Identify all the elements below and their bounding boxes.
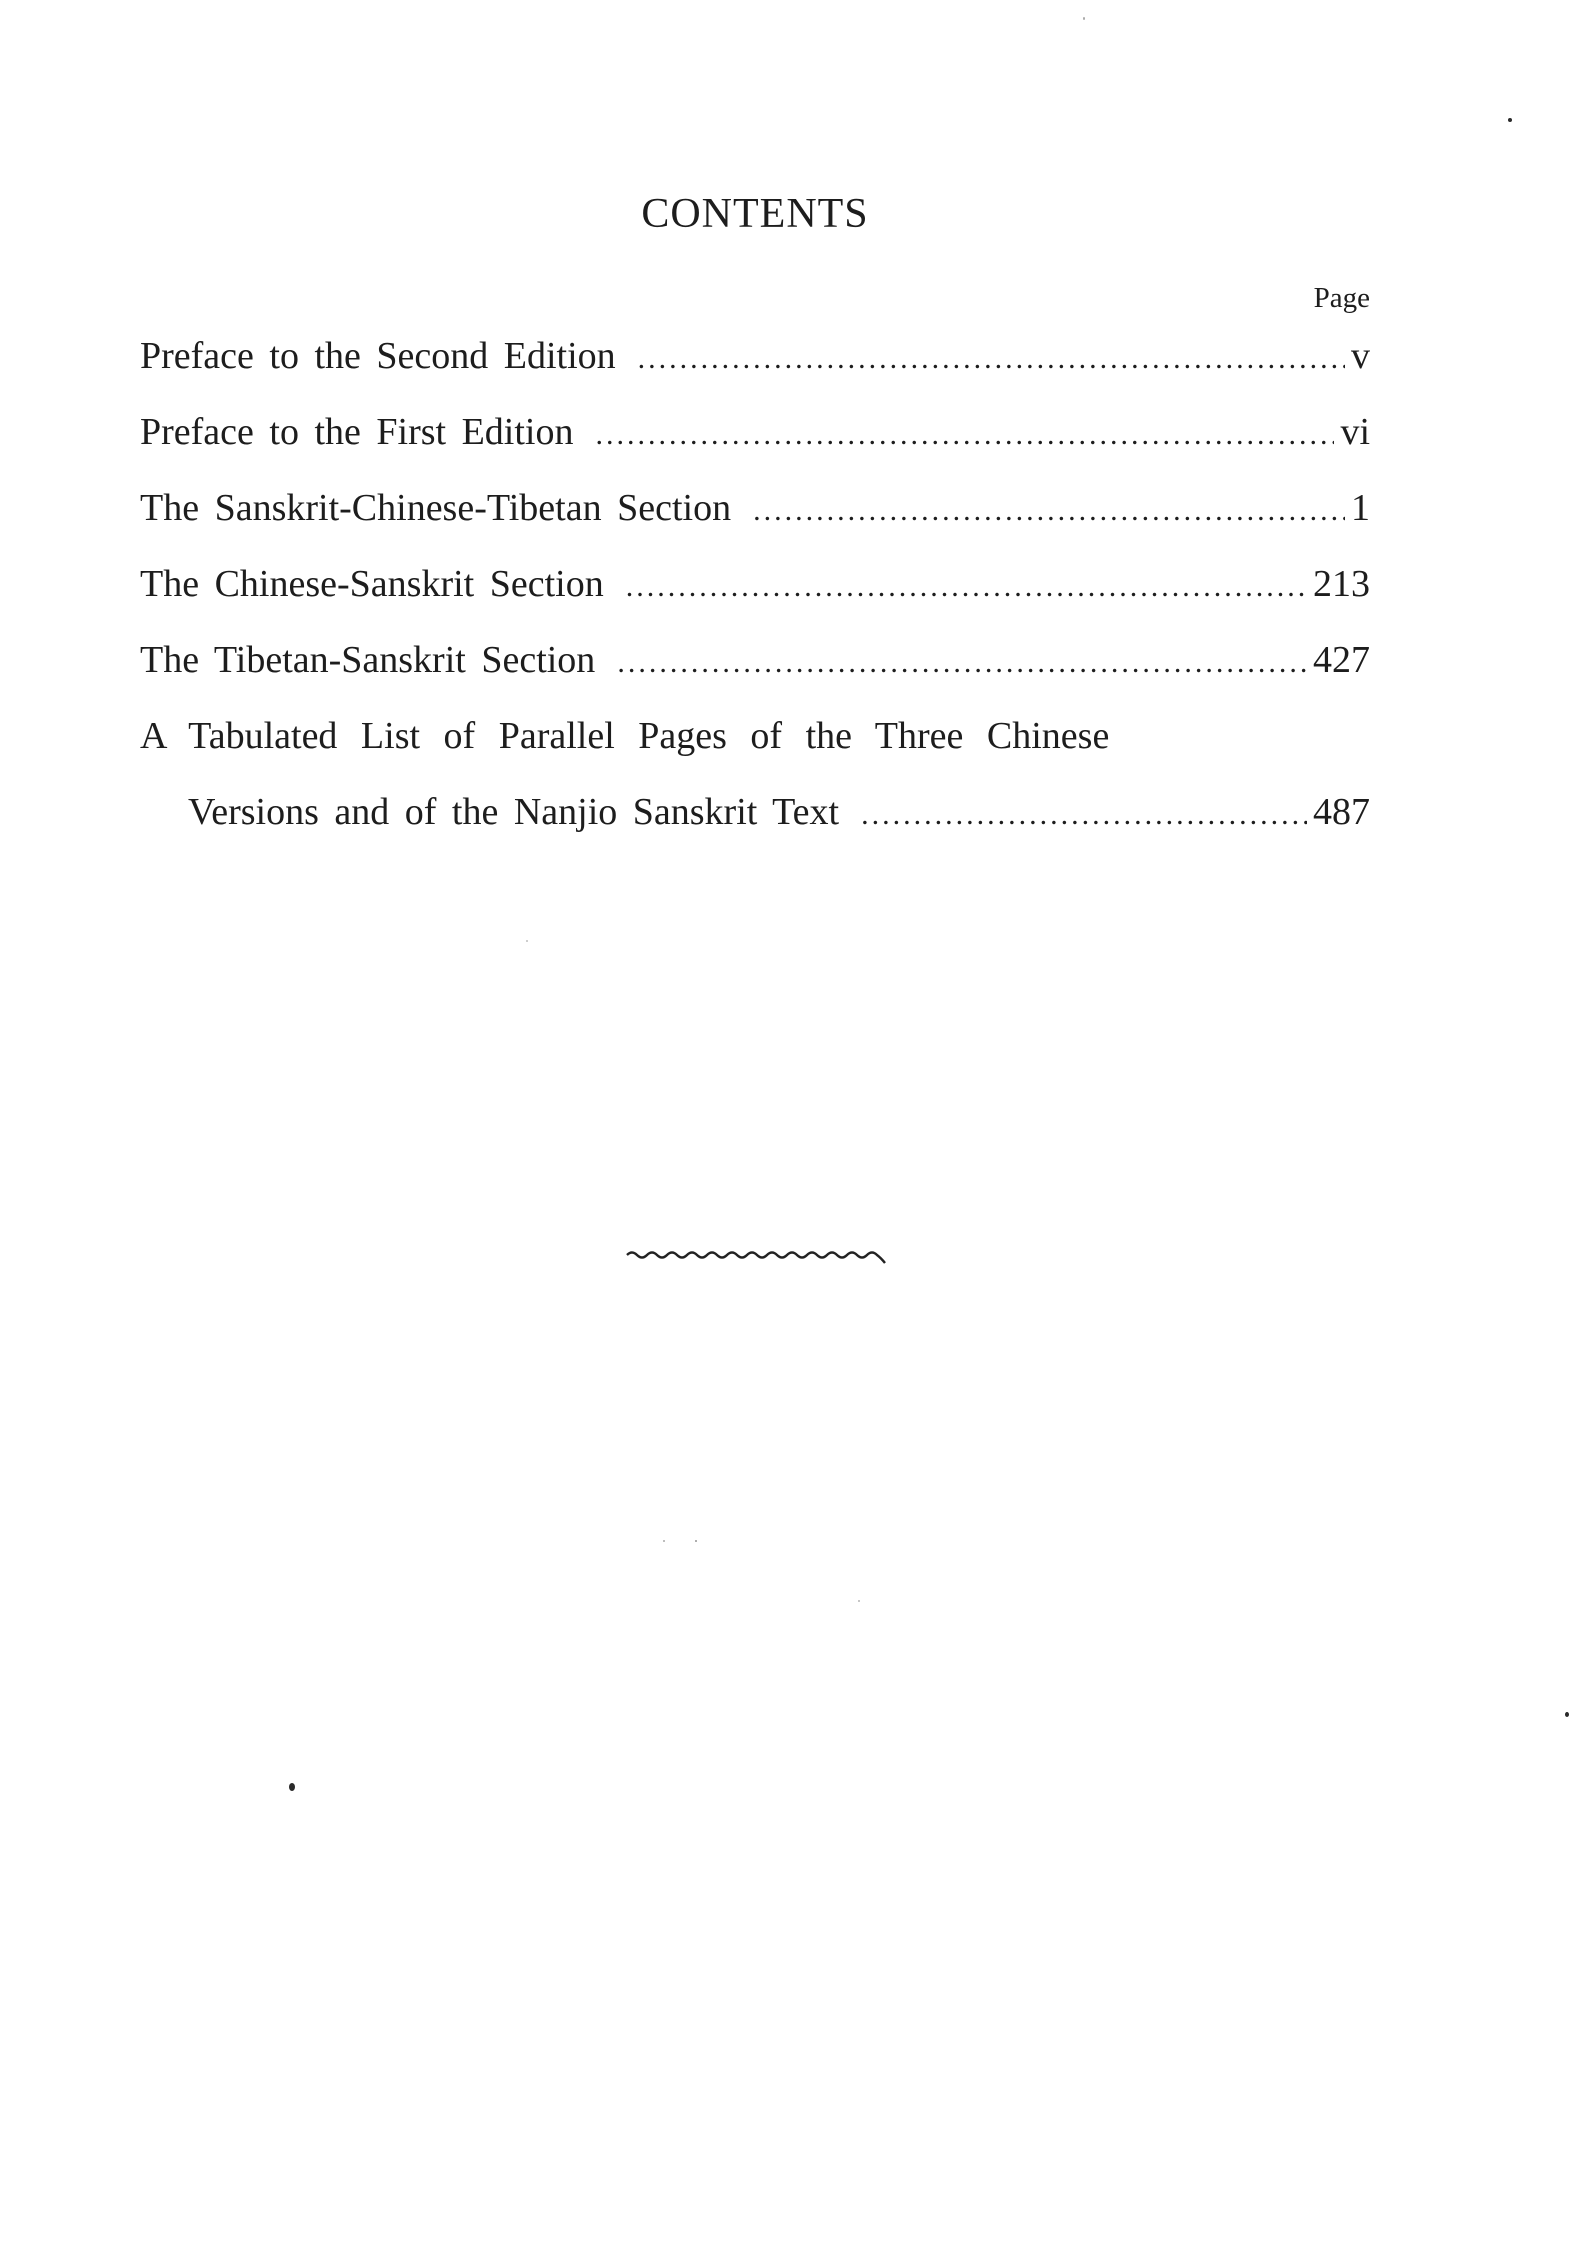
toc-entry-label: Preface to the Second Edition [140, 335, 616, 377]
toc-entry-preface-first-edition[interactable] [140, 394, 1370, 470]
dot-leader [638, 321, 1345, 397]
dot-leader [595, 397, 1334, 473]
toc-entry-preface-second-edition[interactable] [140, 318, 1370, 394]
toc-entry-page-number: 427 [1313, 639, 1370, 681]
toc-entry-label: The Chinese-Sanskrit Section [140, 563, 604, 605]
ink-speck [858, 1600, 860, 1602]
page-title: CONTENTS [641, 191, 869, 237]
toc-entry-page-number: v [1351, 335, 1370, 377]
toc-entry-tabulated-list[interactable] [140, 698, 1370, 774]
dot-leader [753, 473, 1345, 549]
page-column-label: Page [1313, 282, 1370, 314]
toc-entry-page-number: vi [1340, 411, 1370, 453]
toc-entry-page-number: 1 [1351, 487, 1370, 529]
ink-speck [1565, 1712, 1569, 1717]
toc-entry-label: The Tibetan-Sanskrit Section [140, 639, 596, 681]
toc-entry-label-line2: Versions and of the Nanjio Sanskrit Text [188, 791, 840, 833]
dot-leader [626, 549, 1307, 625]
dot-leader [617, 625, 1307, 701]
ink-speck [526, 940, 528, 942]
toc-entry-tabulated-list-continuation[interactable] [140, 774, 1370, 850]
toc-entry-label: The Sanskrit-Chinese-Tibetan Section [140, 487, 732, 529]
ink-speck [1083, 17, 1085, 20]
toc-entry-page-number: 487 [1313, 791, 1370, 833]
toc-entry-label-line1: A Tabulated List of Parallel Pages of the Three Chinese [140, 715, 1110, 757]
toc-entry-page-number: 213 [1313, 563, 1370, 605]
ink-speck [289, 1783, 295, 1791]
toc-entry-chinese-sanskrit[interactable] [140, 546, 1370, 622]
dot-leader [861, 777, 1307, 853]
wavy-rule-ornament [625, 1248, 890, 1266]
toc-entry-sanskrit-chinese-tibetan[interactable] [140, 470, 1370, 546]
toc-entry-tibetan-sanskrit[interactable] [140, 622, 1370, 698]
toc-entry-label: Preface to the First Edition [140, 411, 574, 453]
ink-speck [663, 1540, 665, 1542]
ink-speck [695, 1540, 697, 1542]
ink-speck [1508, 118, 1512, 122]
table-of-contents [140, 318, 1370, 850]
